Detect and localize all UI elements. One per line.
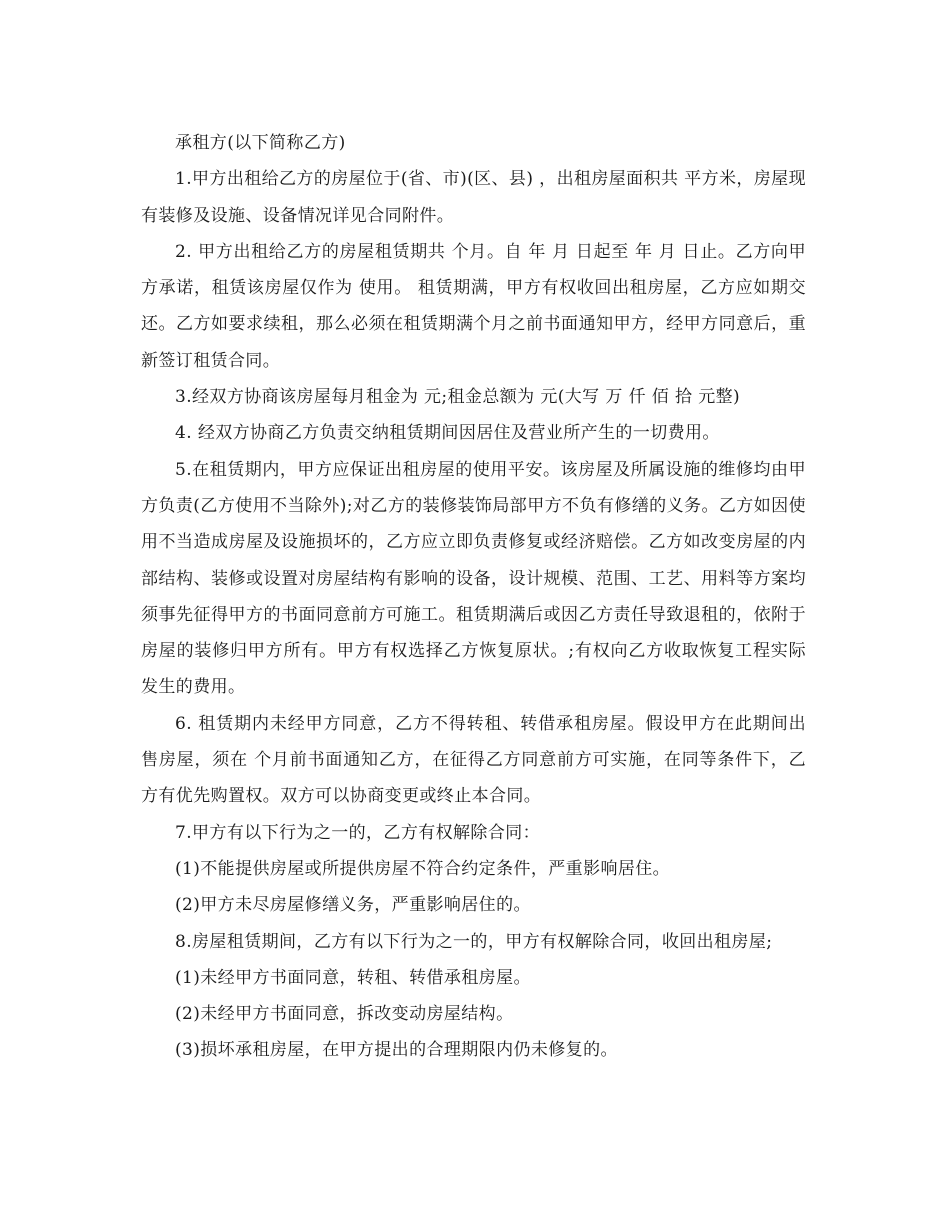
- paragraph-clause-4: 4. 经双方协商乙方负责交纳租赁期间因居住及营业所产生的一切费用。: [175, 423, 720, 444]
- paragraph-clause-6: 6. 租赁期内未经甲方同意，乙方不得转租、转借承租房屋。假设甲方在此期间出售房屋，须在 个月前书面通知乙方，在征得乙方同意前方可实施，在同等条件下，乙方有优先购置权。双方可以协商变更或终止本合同。: [141, 713, 806, 807]
- paragraph-clause-7-item-1: (1)不能提供房屋或所提供房屋不符合约定条件，严重影响居住。: [175, 858, 671, 879]
- paragraph-clause-8-item-1: (1)未经甲方书面同意，转租、转借承租房屋。: [175, 967, 531, 988]
- paragraph-clause-5: 5.在租赁期内，甲方应保证出租房屋的使用平安。该房屋及所属设施的维修均由甲方负责(乙方使用不当除外);对乙方的装修装饰局部甲方不负有修缮的义务。乙方如因使用不当造成房屋及设施损坏的，乙方应立即负责修复或经济赔偿。乙方如改变房屋的内部结构、装修或设置对房屋结构有影响的设备，设计规模、范围、工艺、用料等方案均须事先征得甲方的书面同意前方可施工。租赁期满后或因乙方责任导致退租的，依附于房屋的装修归甲方所有。甲方有权选择乙方恢复原状。;有权向乙方收取恢复工程实际发生的费用。: [141, 459, 806, 698]
- paragraph-clause-8: 8.房屋租赁期间，乙方有以下行为之一的，甲方有权解除合同，收回出租房屋;: [175, 931, 773, 952]
- paragraph-clause-8-item-3: (3)损坏承租房屋，在甲方提出的合理期限内仍未修复的。: [175, 1040, 618, 1061]
- paragraph-clause-7: 7.甲方有以下行为之一的，乙方有权解除合同：: [175, 822, 541, 843]
- paragraph-clause-3: 3.经双方协商该房屋每月租金为 元;租金总额为 元(大写 万 仟 佰 拾 元整): [175, 387, 741, 408]
- paragraph-clause-1: 1.甲方出租给乙方的房屋位于(省、市)(区、县) ，出租房屋面积共 平方米，房屋现有装修及设施、设备情况详见合同附件。: [141, 169, 806, 226]
- paragraph-clause-2: 2. 甲方出租给乙方的房屋租赁期共 个月。自 年 月 日起至 年 月 日止。乙方向甲方承诺，租赁该房屋仅作为 使用。 租赁期满，甲方有权收回出租房屋，乙方应如期交还。乙方如要求续租，那么必须在租赁期满个月之前书面通知甲方，经甲方同意后，重新签订租赁合同。: [141, 241, 806, 371]
- paragraph-clause-7-item-2: (2)甲方未尽房屋修缮义务，严重影响居住的。: [175, 895, 531, 916]
- paragraph-clause-8-item-2: (2)未经甲方书面同意，拆改变动房屋结构。: [175, 1004, 514, 1025]
- paragraph-lessee-intro: 承租方(以下简称乙方): [175, 133, 346, 153]
- document-body: [141, 125, 806, 1069]
